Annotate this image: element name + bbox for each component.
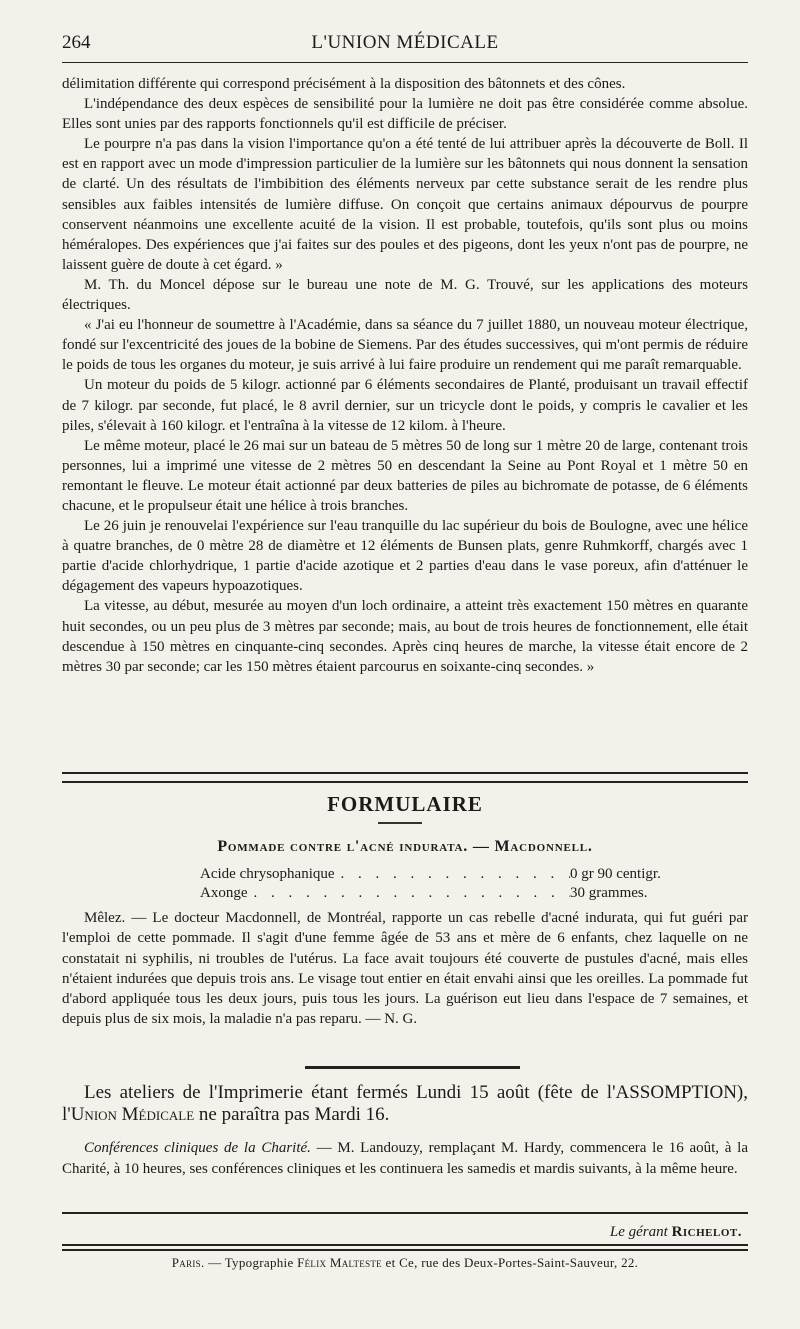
notice-text-start: Les ateliers de l'Imprimerie étant fermés Lundi 15 août (fête de l'ASSOMPTION), l' — [62, 1082, 748, 1125]
signature — [610, 1224, 742, 1241]
ingredient-quantity: 0 gr 90 centigr. — [570, 866, 661, 882]
notice-paragraph — [62, 1082, 748, 1126]
recipe-paragraph: Mêlez. — Le docteur Macdonnell, de Montréal, rapporte un cas rebelle d'acné indurata, qui fut guéri par l'emploi de cette pommade. Il s'agit d'une femme âgée de 53 ans et mère de 6 enfants, chez laquelle on ne constatait ni syphilis, ni troubles de l'utérus. La face avait toujours été couverte de pustules d'acné, mais elles n'étaient indurées que depuis trois ans. Le visage tout entier en était envahi ainsi que les oreilles. La pommade fut d'abord appliquée tous les deux jours, puis tous les jours. La guérison eut lieu dans l'espace de 7 semaines, et depuis plus de six mois, la maladie n'a pas reparu. — N. G. — [62, 910, 748, 1028]
article-paragraph: délimitation différente qui correspond précisément à la disposition des bâtonnets et des cônes. — [62, 76, 626, 92]
article-paragraph: La vitesse, au début, mesurée au moyen d'un loch ordinaire, a atteint très exactement 150 mètres en quarante huit secondes, ou un peu plus de 3 mètres par seconde; mais, au bout de trois heures de fonctionnement, elle était descendue à 150 mètres en cinquante-cinq secondes. Après cinq heures de marche, la vitesse était encore de 2 mètres 30 par seconde; car les 150 mètres étaient parcourus en soixante-cinq secondes. » — [62, 598, 748, 675]
imprint-printer: Félix Malteste — [297, 1255, 382, 1270]
article-paragraph: « J'ai eu l'honneur de soumettre à l'Académie, dans sa séance du 7 juillet 1880, un nouveau moteur électrique, fondé sur l'excentricité des joues de la bobine de Siemens. Par des études successives, qui m'ont permis de réduire le poids de tous les organes du moteur, je suis arrivé à lui faire produire un rendement qui me paraît remarquable. — [62, 317, 748, 374]
signature-name: Richelot. — [671, 1224, 742, 1240]
recipe-title: Pommade contre l'acné indurata. — Macdonnell. — [217, 838, 593, 855]
ingredient-line — [200, 866, 700, 883]
short-divider — [305, 1066, 520, 1069]
section-title: FORMULAIRE — [327, 792, 483, 816]
conferences-notice — [62, 1138, 748, 1179]
title-underline — [378, 822, 422, 824]
ingredient-name: Acide chrysophanique — [200, 866, 335, 882]
article-paragraph: Le 26 juin je renouvelai l'expérience sur l'eau tranquille du lac supérieur du bois de Boulogne, avec une hélice à quatre branches, de 0 mètre 28 de diamètre et 12 éléments de Bunsen plats, genre Ruhmkorff, chargés avec 1 partie d'acide chlorhydrique, 1 partie d'acide azotique et 2 parties d'eau dans le vase poreux, afin d'atténuer le dégagement des vapeurs hypoazotiques. — [62, 518, 748, 595]
page-header — [62, 28, 748, 58]
footer-rule-top — [62, 1212, 748, 1214]
article-body — [62, 74, 748, 677]
conferences-title: Conférences cliniques de la Charité. — [84, 1140, 311, 1156]
imprint-city: Paris. — [171, 1255, 205, 1270]
header-rule — [62, 62, 748, 63]
page-number: 264 — [62, 32, 91, 53]
conferences-paragraph — [62, 1138, 748, 1179]
footer-rule-bottom — [62, 1244, 748, 1251]
article-paragraph: Le même moteur, placé le 26 mai sur un bateau de 5 mètres 50 de long sur 1 mètre 20 de large, contenant trois personnes, lui a imprimé une vitesse de 2 mètres 50 en descendant la Seine au Pont Royal et 1 mètre 50 en remontant le fleuve. Le moteur était actionné par deux batteries de piles au bichromate de potasse, de 6 éléments chacune, et le propulseur était une hélice à trois branches. — [62, 437, 748, 514]
ingredient-line — [200, 885, 700, 902]
ingredient-quantity: 30 grammes. — [570, 885, 648, 901]
article-paragraph: Un moteur du poids de 5 kilogr. actionné par 6 éléments secondaires de Planté, produisant un travail effectif de 7 kilogr. par seconde, fut placé, le 8 avril dernier, sur un tricycle dont le poids, y compris le cavalier et les piles, s'élevait à 160 kilogr. et l'entraîna à la vitesse de 12 kilom. à l'heure. — [62, 377, 748, 434]
imprint-text-b: et Ce, rue des Deux-Portes-Saint-Sauveur, 22. — [381, 1255, 639, 1270]
printer-imprint — [62, 1255, 748, 1271]
journal-name: Union Médicale — [70, 1104, 195, 1125]
conferences-text: — M. Landouzy, remplaçant M. Hardy, commencera le 16 août, à la Charité, à 10 heures, ses conférences cliniques et les continuera les samedis et mardis suivants, à la même heure. — [62, 1140, 748, 1177]
running-title: L'UNION MÉDICALE — [311, 32, 499, 53]
article-paragraph: L'indépendance des deux espèces de sensibilité pour la lumière ne doit pas être considérée comme absolue. Elles sont unies par des rapports fonctionnels qu'il est difficile de préciser. — [62, 96, 748, 133]
imprint-text-a: — Typographie — [204, 1255, 298, 1270]
ingredient-name: Axonge — [200, 885, 248, 901]
notice-text-end: ne paraîtra pas Mardi 16. — [194, 1104, 390, 1125]
article-paragraph: M. Th. du Moncel dépose sur le bureau une note de M. G. Trouvé, sur les applications des moteurs électriques. — [62, 276, 748, 314]
recipe-notes — [62, 908, 748, 1030]
section-divider — [62, 772, 748, 783]
leader-dots — [335, 866, 570, 883]
article-paragraph: Le pourpre n'a pas dans la vision l'importance qu'on a été tenté de lui attribuer après la découverte de Boll. Il est en rapport avec un mode d'impression particulier de la lumière sur les bâtonnets qui nous donnent la sensation de clarté. Un des résultats de l'imbibition des éléments nerveux par cette substance serait de les rendre plus sensibles aux faibles intensités de lumière diffuse. On conçoit que certains animaux dépourvus de pourpre conservent néanmoins une excellente acuité de la vision. Il est probable, toutefois, qu'ils sont plus ou moins héméralopes. Des expériences que j'ai faites sur des poules et des pigeons, dont les yeux n'ont pas de pourpre, ne laissent guère de doute à cet égard. » — [62, 136, 748, 273]
signature-label: Le gérant — [609, 1224, 668, 1240]
closure-notice — [62, 1082, 748, 1126]
leader-dots — [248, 885, 571, 902]
